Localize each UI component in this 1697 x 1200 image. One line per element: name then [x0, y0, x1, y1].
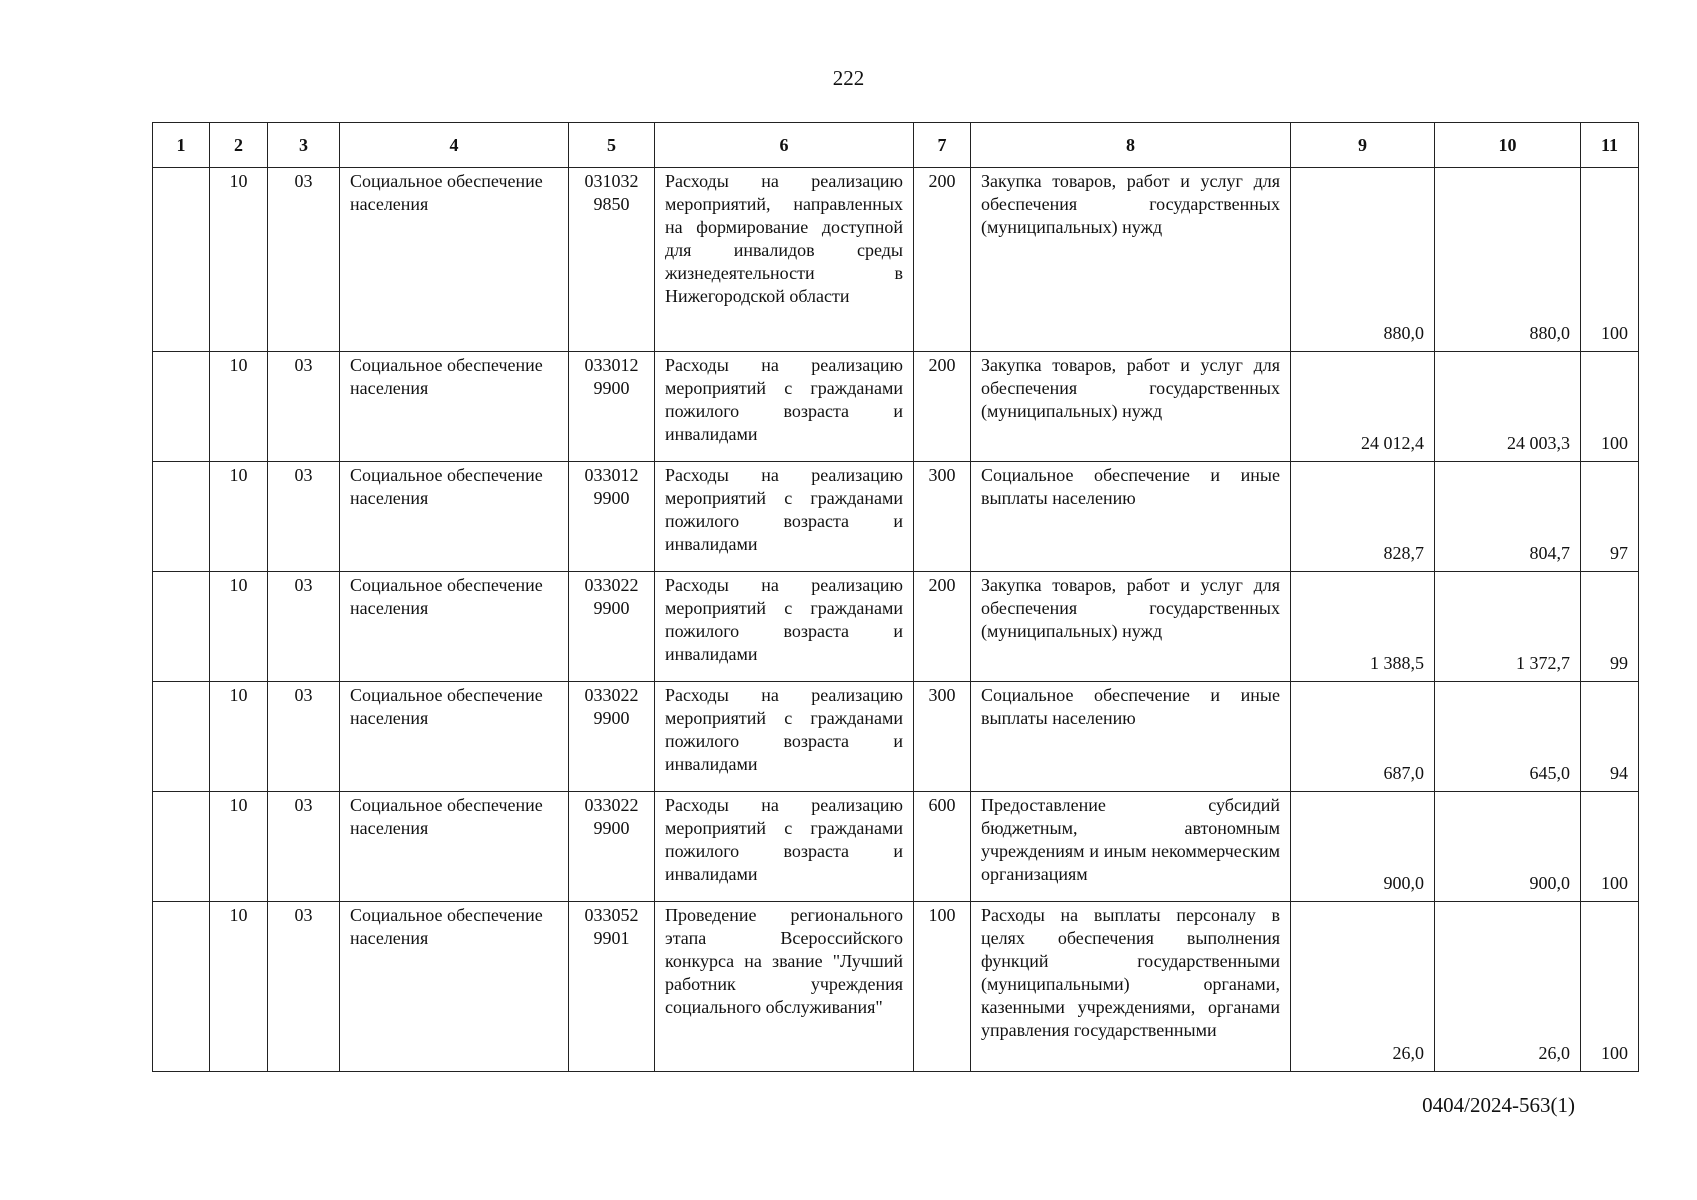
header-cell: 5	[569, 123, 655, 168]
code-part-2: 9850	[593, 194, 630, 214]
document-code: 0404/2024-563(1)	[1422, 1093, 1575, 1117]
cell-expense-name: Расходы на выплаты персоналу в целях обеспечения выполнения функций государственными (муниципальными) органами, казенными учреждениями, органами управления государственными	[971, 902, 1291, 1072]
cell-target-code	[569, 462, 655, 572]
cell-target-code	[569, 902, 655, 1072]
page-number: 222	[832, 66, 865, 90]
header-cell: 8	[971, 123, 1291, 168]
cell-executed: 880,0	[1435, 168, 1581, 352]
cell-expense-name: Социальное обеспечение и иные выплаты населению	[971, 682, 1291, 792]
cell-expense-name: Социальное обеспечение и иные выплаты населению	[971, 462, 1291, 572]
cell-executed: 1 372,7	[1435, 572, 1581, 682]
cell-col1	[153, 168, 210, 352]
cell-expense-name: Закупка товаров, работ и услуг для обеспечения государственных (муниципальных) нужд	[971, 168, 1291, 352]
cell-planned: 828,7	[1291, 462, 1435, 572]
table-header-row	[153, 123, 1639, 168]
table-row	[153, 352, 1639, 462]
cell-section-name: Социальное обеспечение населения	[340, 168, 569, 352]
cell-planned: 26,0	[1291, 902, 1435, 1072]
cell-target-code	[569, 572, 655, 682]
cell-executed: 900,0	[1435, 792, 1581, 902]
cell-expense-name: Закупка товаров, работ и услуг для обеспечения государственных (муниципальных) нужд	[971, 572, 1291, 682]
code-part-1: 031032	[584, 171, 639, 191]
code-part-2: 9901	[593, 928, 630, 948]
cell-subsection: 03	[268, 462, 340, 572]
header-cell: 9	[1291, 123, 1435, 168]
header-cell: 2	[210, 123, 268, 168]
cell-col1	[153, 462, 210, 572]
cell-section: 10	[210, 792, 268, 902]
cell-expense-name: Закупка товаров, работ и услуг для обеспечения государственных (муниципальных) нужд	[971, 352, 1291, 462]
cell-subsection: 03	[268, 572, 340, 682]
cell-subsection: 03	[268, 902, 340, 1072]
cell-target-code	[569, 352, 655, 462]
cell-col1	[153, 352, 210, 462]
cell-section-name: Социальное обеспечение населения	[340, 462, 569, 572]
cell-planned: 1 388,5	[1291, 572, 1435, 682]
code-part-1: 033022	[584, 575, 639, 595]
cell-expense-type: 100	[914, 902, 971, 1072]
cell-col1	[153, 792, 210, 902]
cell-executed: 24 003,3	[1435, 352, 1581, 462]
cell-percent: 99	[1581, 572, 1639, 682]
cell-expense-type: 300	[914, 682, 971, 792]
cell-executed: 645,0	[1435, 682, 1581, 792]
cell-section: 10	[210, 168, 268, 352]
cell-description: Расходы на реализацию мероприятий, направленных на формирование доступной для инвалидов среды жизнедеятельности в Нижегородской области	[655, 168, 914, 352]
cell-section: 10	[210, 902, 268, 1072]
cell-percent: 100	[1581, 352, 1639, 462]
code-part-1: 033022	[584, 795, 639, 815]
cell-target-code	[569, 682, 655, 792]
code-part-2: 9900	[593, 488, 630, 508]
cell-executed: 804,7	[1435, 462, 1581, 572]
cell-col1	[153, 902, 210, 1072]
cell-executed: 26,0	[1435, 902, 1581, 1072]
cell-section-name: Социальное обеспечение населения	[340, 352, 569, 462]
cell-section-name: Социальное обеспечение населения	[340, 572, 569, 682]
cell-description: Проведение регионального этапа Всероссийского конкурса на звание "Лучший работник учреждения социального обслуживания"	[655, 902, 914, 1072]
code-part-1: 033022	[584, 685, 639, 705]
header-cell: 1	[153, 123, 210, 168]
cell-expense-type: 600	[914, 792, 971, 902]
table-row	[153, 902, 1639, 1072]
header-cell: 3	[268, 123, 340, 168]
cell-description: Расходы на реализацию мероприятий с гражданами пожилого возраста и инвалидами	[655, 682, 914, 792]
cell-description: Расходы на реализацию мероприятий с гражданами пожилого возраста и инвалидами	[655, 792, 914, 902]
cell-description: Расходы на реализацию мероприятий с гражданами пожилого возраста и инвалидами	[655, 572, 914, 682]
code-part-2: 9900	[593, 818, 630, 838]
cell-planned: 880,0	[1291, 168, 1435, 352]
code-part-2: 9900	[593, 598, 630, 618]
cell-subsection: 03	[268, 168, 340, 352]
cell-planned: 900,0	[1291, 792, 1435, 902]
cell-target-code	[569, 792, 655, 902]
cell-expense-type: 200	[914, 168, 971, 352]
cell-expense-type: 200	[914, 572, 971, 682]
cell-section: 10	[210, 682, 268, 792]
cell-col1	[153, 572, 210, 682]
cell-subsection: 03	[268, 352, 340, 462]
code-part-1: 033052	[584, 905, 639, 925]
cell-description: Расходы на реализацию мероприятий с гражданами пожилого возраста и инвалидами	[655, 462, 914, 572]
cell-planned: 24 012,4	[1291, 352, 1435, 462]
cell-subsection: 03	[268, 792, 340, 902]
header-cell: 6	[655, 123, 914, 168]
cell-percent: 97	[1581, 462, 1639, 572]
code-part-1: 033012	[584, 355, 639, 375]
header-cell: 11	[1581, 123, 1639, 168]
code-part-2: 9900	[593, 708, 630, 728]
table-row	[153, 462, 1639, 572]
cell-col1	[153, 682, 210, 792]
code-part-1: 033012	[584, 465, 639, 485]
cell-target-code	[569, 168, 655, 352]
cell-section-name: Социальное обеспечение населения	[340, 682, 569, 792]
cell-percent: 100	[1581, 792, 1639, 902]
cell-percent: 100	[1581, 902, 1639, 1072]
table-row	[153, 792, 1639, 902]
table-row	[153, 682, 1639, 792]
header-cell: 4	[340, 123, 569, 168]
table-row	[153, 572, 1639, 682]
budget-table	[152, 122, 1639, 1072]
cell-subsection: 03	[268, 682, 340, 792]
cell-section: 10	[210, 572, 268, 682]
cell-section: 10	[210, 352, 268, 462]
header-cell: 10	[1435, 123, 1581, 168]
header-cell: 7	[914, 123, 971, 168]
cell-section-name: Социальное обеспечение населения	[340, 902, 569, 1072]
cell-section: 10	[210, 462, 268, 572]
cell-expense-type: 200	[914, 352, 971, 462]
cell-section-name: Социальное обеспечение населения	[340, 792, 569, 902]
table-row	[153, 168, 1639, 352]
cell-planned: 687,0	[1291, 682, 1435, 792]
cell-description: Расходы на реализацию мероприятий с гражданами пожилого возраста и инвалидами	[655, 352, 914, 462]
cell-percent: 100	[1581, 168, 1639, 352]
cell-percent: 94	[1581, 682, 1639, 792]
code-part-2: 9900	[593, 378, 630, 398]
cell-expense-name: Предоставление субсидий бюджетным, автономным учреждениям и иным некоммерческим организациям	[971, 792, 1291, 902]
cell-expense-type: 300	[914, 462, 971, 572]
